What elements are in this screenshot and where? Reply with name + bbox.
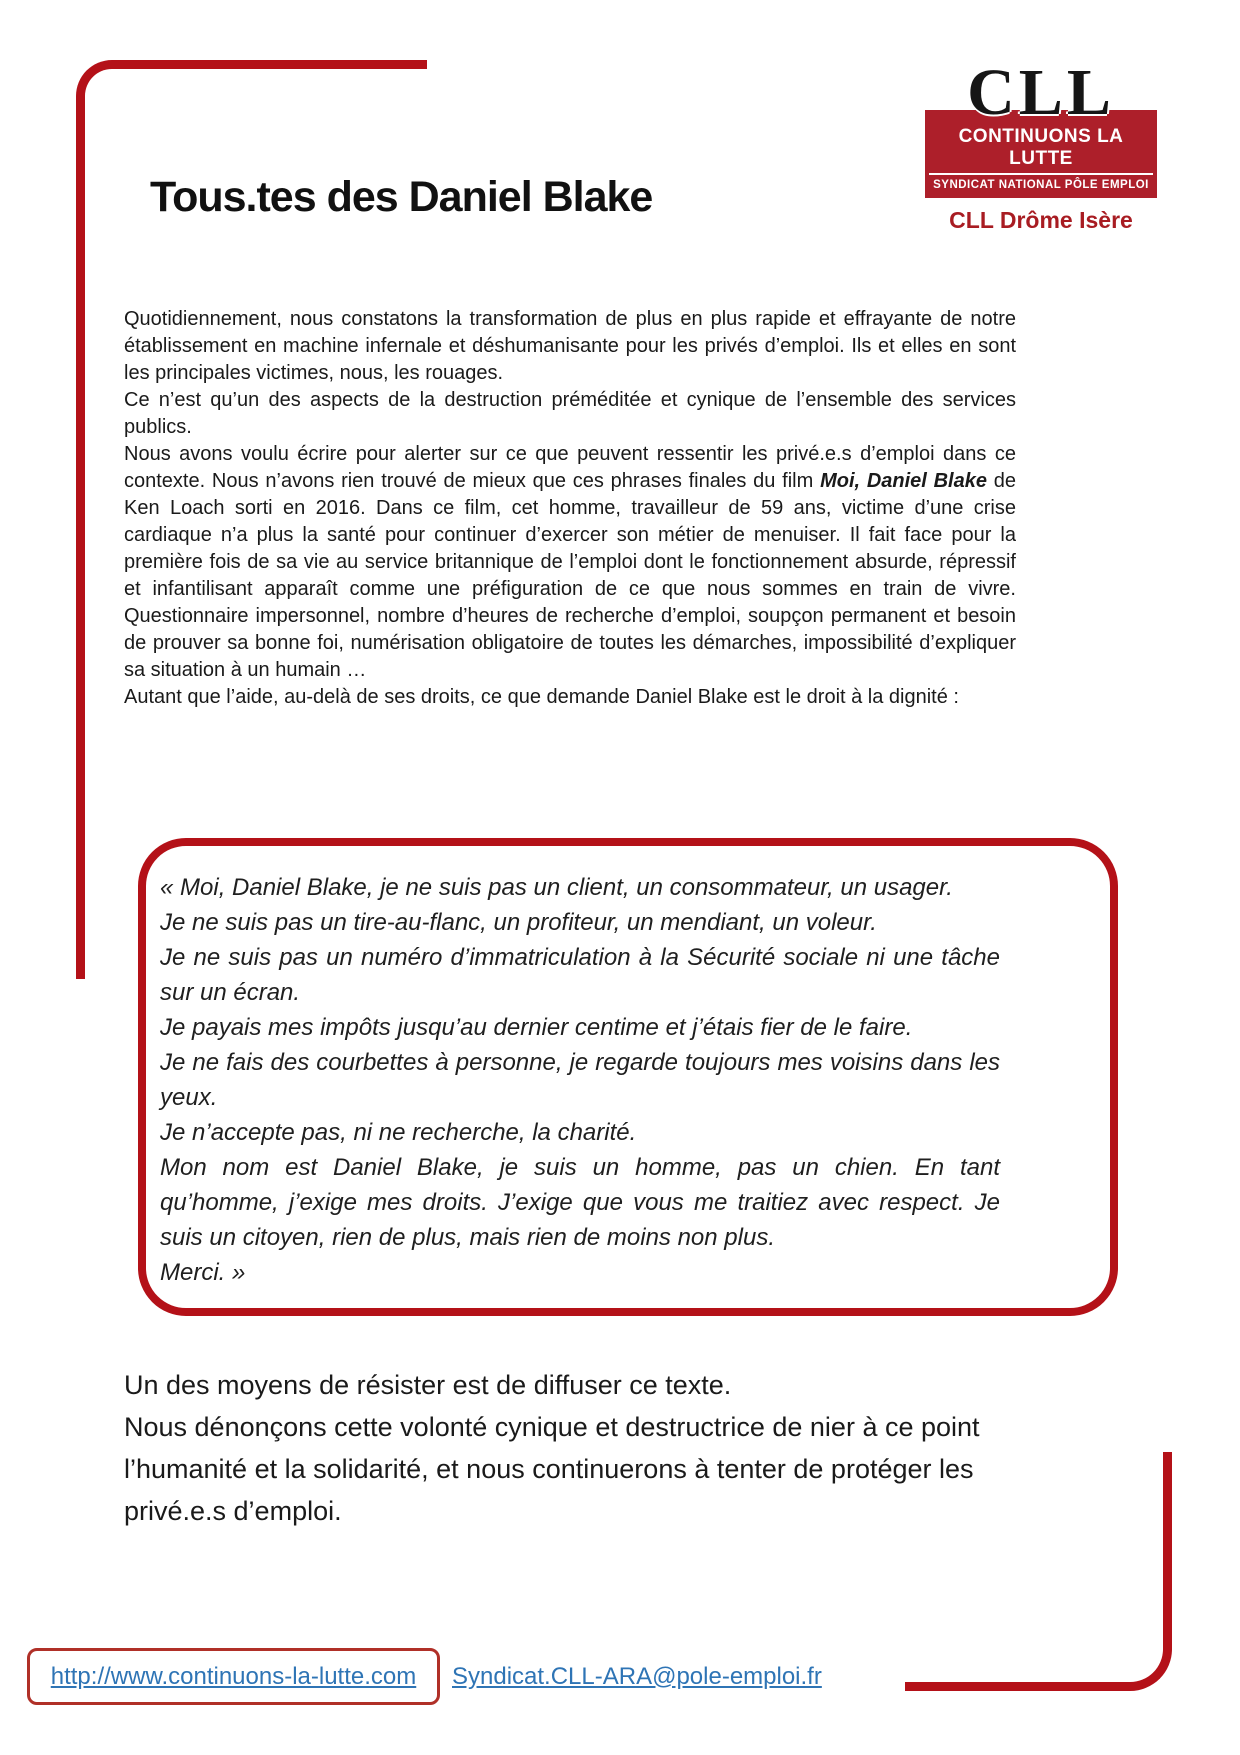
body-text [124,306,1016,711]
paragraph-4: Autant que l’aide, au-delà de ses droits, ce que demande Daniel Blake est le droit à la dignité : [124,686,959,708]
paragraph-3 [124,441,1016,684]
paragraph-3-after: de Ken Loach sorti en 2016. Dans ce film, cet homme, travailleur de 59 ans, victime d’une crise cardiaque n’a plus la santé pour continuer d’exercer son métier de menuiser. Il fait face pour la première fois de sa vie au service britannique de l’emploi dont le fonctionnement absurde, répressif et infantilisant apparaît comme une préfiguration de ce que nous sommes en train de vivre. Questionnaire impersonnel, nombre d’heures de recherche d’emploi, soupçon permanent et besoin de prouver sa bonne foi, numérisation obligatoire de toutes les démarches, impossibilité d’expliquer sa situation à un humain … [124,470,1016,681]
paragraph-1: Quotidiennement, nous constatons la transformation de plus en plus rapide et effrayante de notre établissement en machine infernale et déshumanisante pour les privés d’emploi. Ils et elles en sont les principales victimes, nous, les rouages. [124,308,1016,384]
paragraph-3-before: Nous avons voulu écrire pour alerter sur ce que peuvent ressentir les privé.e.s d’emploi dans ce contexte. Nous n’avons rien trouvé de mieux que ces phrases finales du film [124,443,1016,492]
cll-logo [925,56,1157,234]
quote-line: Je n’accepte pas, ni ne recherche, la charité. [160,1119,637,1146]
quote-line: Merci. » [160,1259,246,1286]
closing-paragraph-1: Un des moyens de résister est de diffuser ce texte. [124,1370,732,1400]
quote-line: Je ne fais des courbettes à personne, je regarde toujours mes voisins dans les yeux. [160,1049,1000,1111]
quote-line: Je ne suis pas un numéro d’immatriculation à la Sécurité sociale ni une tâche sur un écran. [160,944,1000,1006]
website-link[interactable]: http://www.continuons-la-lutte.com [50,1662,417,1690]
bottom-right-bracket-decoration [905,1452,1172,1691]
film-title-emphasis: Moi, Daniel Blake [820,470,987,492]
page-title: Tous.tes des Daniel Blake [150,172,653,221]
logo-banner-line1: CONTINUONS LA LUTTE [929,126,1153,175]
closing-paragraph-2: Nous dénonçons cette volonté cynique et destructrice de nier à ce point l’humanité et la solidarité, et nous continuerons à tenter de protéger les privé.e.s d’emploi. [124,1412,980,1526]
website-link-box [27,1648,440,1705]
paragraph-2: Ce n’est qu’un des aspects de la destruction préméditée et cynique de l’ensemble des services publics. [124,389,1016,438]
logo-acronym-text: CLL [967,56,1115,129]
logo-region-label: CLL Drôme Isère [949,207,1133,233]
quote-line: Mon nom est Daniel Blake, je suis un homme, pas un chien. En tant qu’homme, j’exige mes droits. J’exige que vous me traitiez avec respect. Je suis un citoyen, rien de plus, mais rien de moins non plus. [160,1154,1000,1251]
email-link[interactable]: Syndicat.CLL-ARA@pole-emploi.fr [452,1662,822,1690]
quote-line: « Moi, Daniel Blake, je ne suis pas un client, un consommateur, un usager. [160,874,953,901]
quote-line: Je ne suis pas un tire-au-flanc, un profiteur, un mendiant, un voleur. [160,909,877,936]
email-link-wrap [452,1648,822,1705]
logo-banner-line2: SYNDICAT NATIONAL PÔLE EMPLOI [933,179,1149,191]
quote-line: Je payais mes impôts jusqu’au dernier centime et j’étais fier de le faire. [160,1014,913,1041]
quote-box [138,838,1118,1316]
